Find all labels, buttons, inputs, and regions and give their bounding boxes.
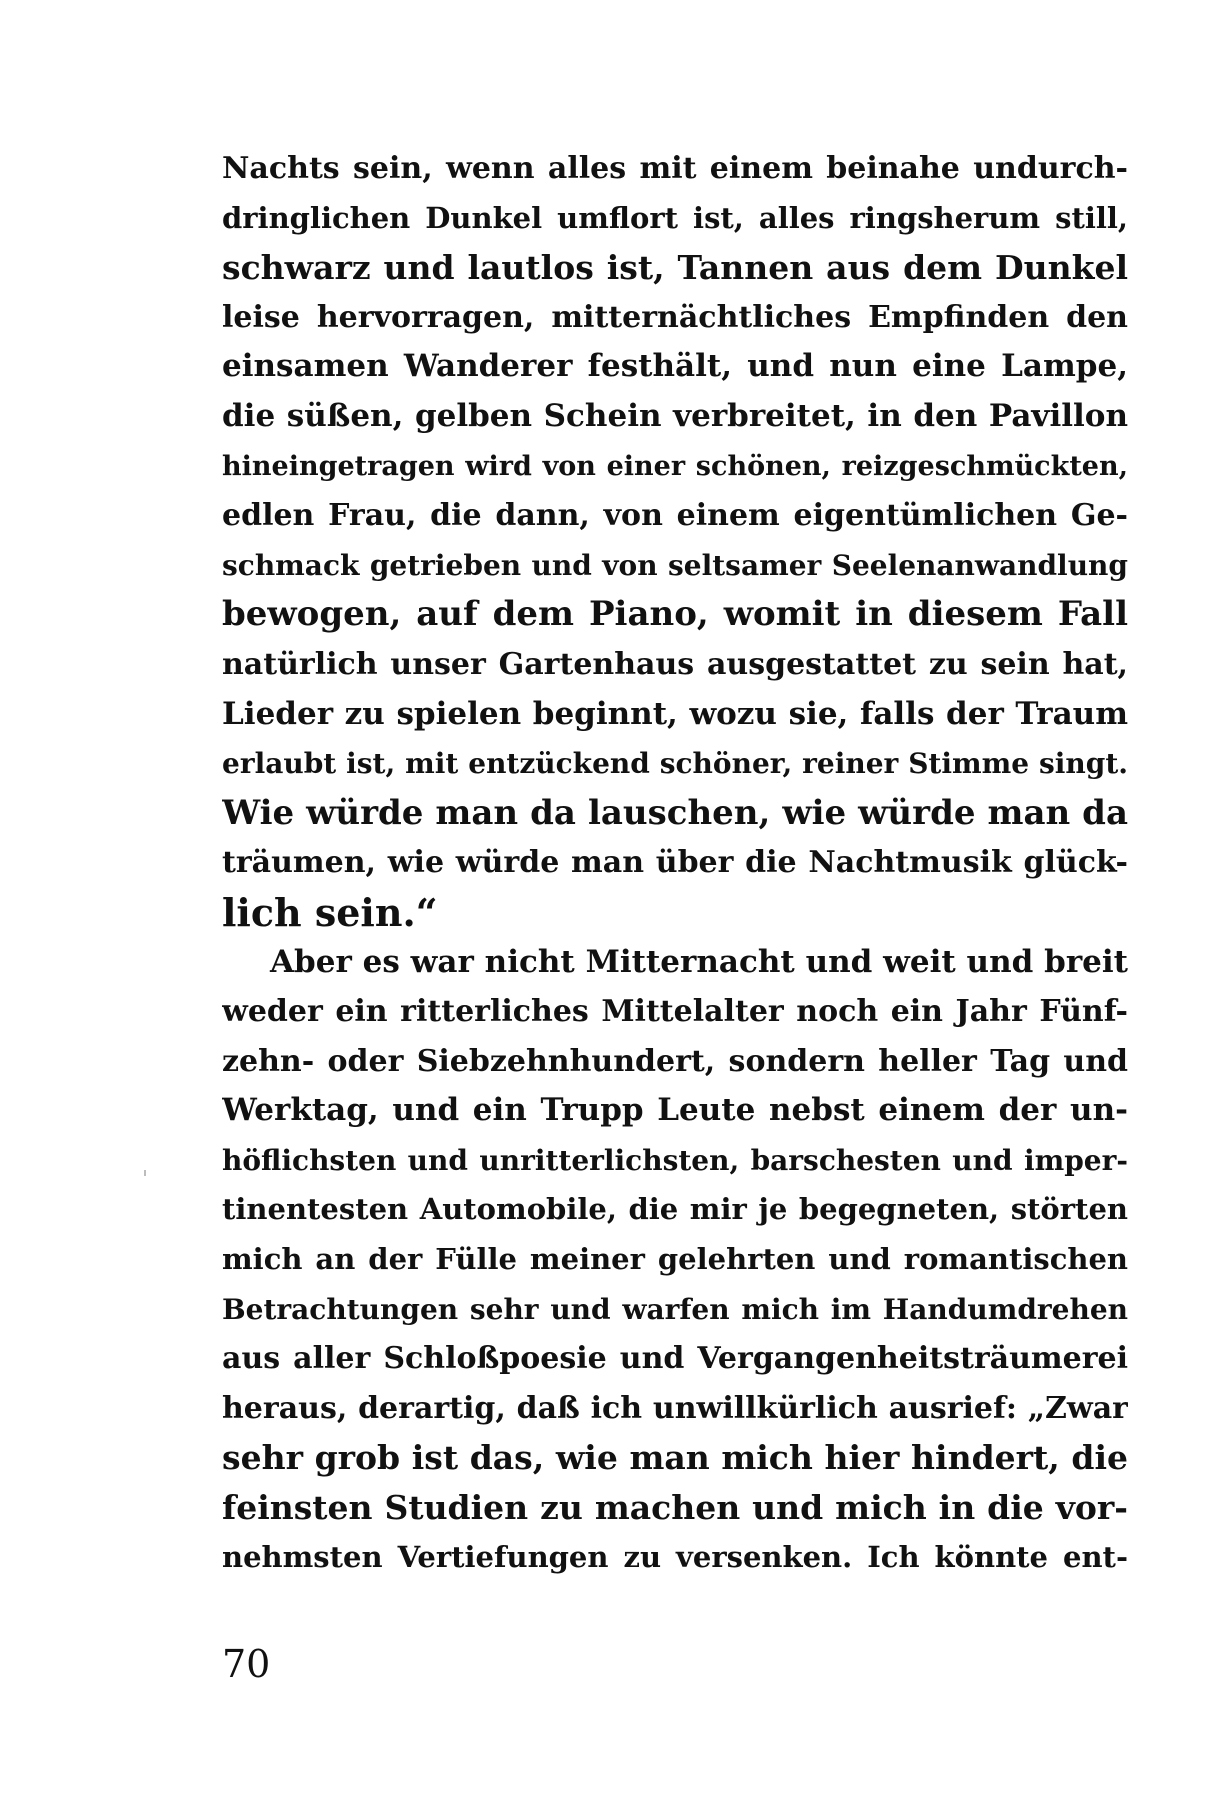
text-line: mich an der Fülle meiner gelehrten und romantischen	[222, 1242, 1128, 1277]
text-line: zehn- oder Siebzehnhundert, sondern heller Tag und	[222, 1043, 1128, 1079]
text-line: aus aller Schloßpoesie und Vergangenheitsträumerei	[222, 1341, 1128, 1377]
text-line: lich sein.“	[222, 889, 438, 935]
text-line: nehmsten Vertiefungen zu versenken. Ich könnte ent-	[222, 1539, 1128, 1574]
text-line: heraus, derartig, daß ich unwillkürlich ausrief: „Zwar	[222, 1390, 1128, 1426]
text-line: Nachts sein, wenn alles mit einem beinahe undurch-	[222, 151, 1128, 186]
text-line: Wie würde man da lauschen, wie würde man da	[222, 792, 1128, 833]
text-line: höflichsten und unritterlichsten, barschesten und imper-	[222, 1143, 1128, 1177]
text-line: schwarz und lautlos ist, Tannen aus dem Dunkel	[222, 248, 1128, 288]
text-line: schmack getrieben und von seltsamer Seelenanwandlung	[222, 548, 1128, 582]
text-line: Werktag, und ein Trupp Leute nebst einem der un-	[222, 1092, 1128, 1129]
text-line: natürlich unser Gartenhaus ausgestattet zu sein hat,	[222, 646, 1128, 682]
text-line: träumen, wie würde man über die Nachtmusik glück-	[222, 845, 1128, 881]
text-line: weder ein ritterliches Mittelalter noch ein Jahr Fünf-	[222, 994, 1128, 1030]
text-line: einsamen Wanderer festhält, und nun eine Lampe,	[222, 348, 1128, 385]
text-line: dringlichen Dunkel umflort ist, alles ringsherum still,	[222, 200, 1128, 235]
print-speck	[144, 1170, 146, 1176]
text-line: tinentesten Automobile, die mir je begegneten, störten	[222, 1192, 1128, 1227]
text-line: erlaubt ist, mit entzückend schöner, reiner Stimme singt.	[222, 747, 1128, 781]
text-line: edlen Frau, die dann, von einem eigentümlichen Ge-	[222, 498, 1128, 534]
text-line: Lieder zu spielen beginnt, wozu sie, falls der Traum	[222, 695, 1128, 732]
text-line: sehr grob ist das, wie man mich hier hindert, die	[222, 1438, 1128, 1478]
text-line: Aber es war nicht Mitternacht und weit und breit	[270, 943, 1128, 980]
text-line: die süßen, gelben Schein verbreitet, in den Pavillon	[222, 397, 1128, 434]
text-line: Betrachtungen sehr und warfen mich im Handumdrehen	[222, 1292, 1128, 1326]
text-line: bewogen, auf dem Piano, womit in diesem Fall	[222, 594, 1128, 635]
text-line: hineingetragen wird von einer schönen, reizgeschmückten,	[222, 450, 1128, 482]
text-line: feinsten Studien zu machen und mich in die vor-	[222, 1488, 1128, 1528]
body-text	[222, 144, 1128, 1582]
text-line: leise hervorragen, mitternächtliches Empfinden den	[222, 299, 1128, 335]
page-number: 70	[222, 1642, 271, 1686]
